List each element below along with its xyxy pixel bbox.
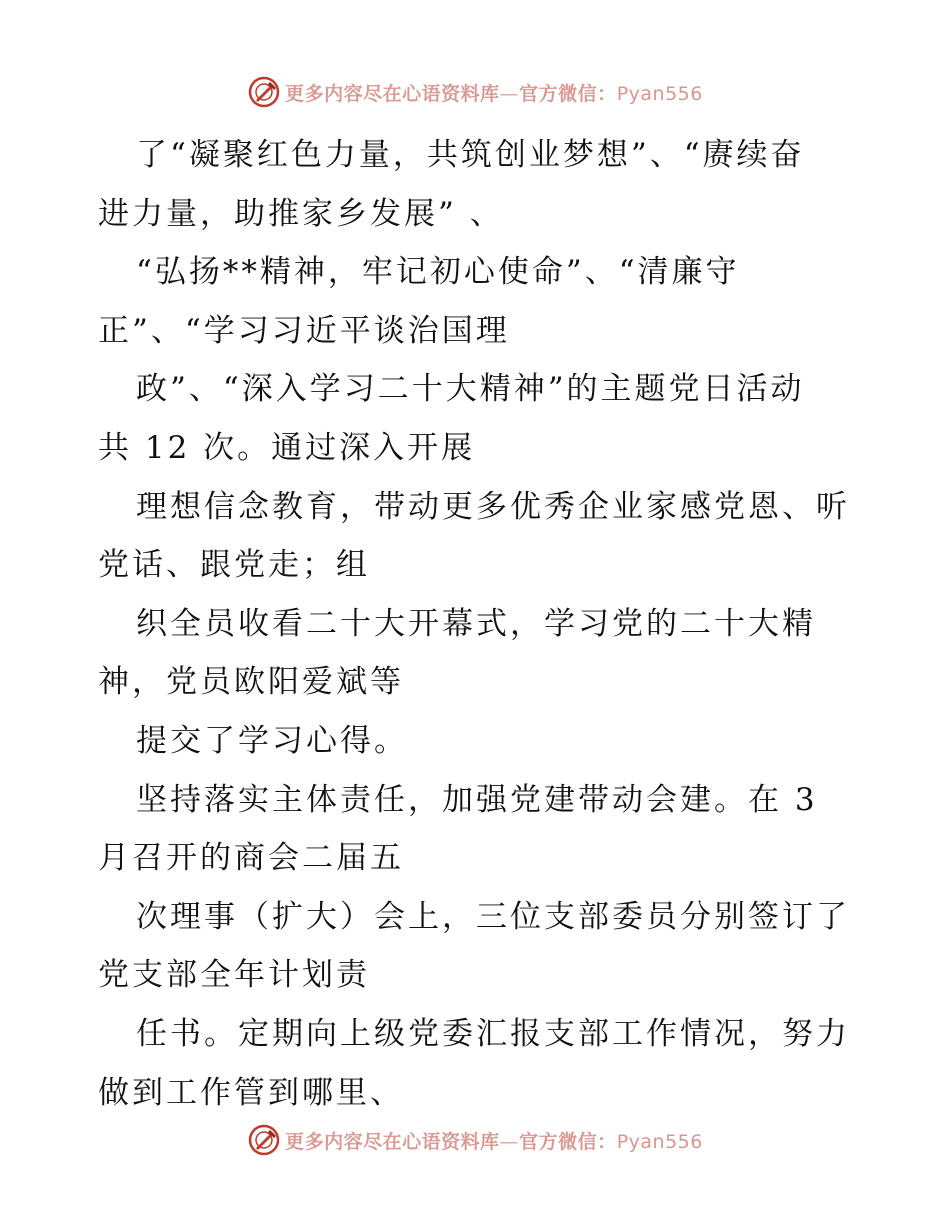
document-body <box>98 126 858 1122</box>
text-line-1: 了“凝聚红色力量，共筑创业梦想”、“赓续奋 <box>136 137 805 173</box>
header-banner-wechat: 官方微信： <box>519 82 617 105</box>
header-banner-text <box>285 79 703 106</box>
text-line-6: 共 12 次。通过深入开展 <box>98 429 476 466</box>
header-banner <box>0 72 950 112</box>
brand-logo-icon <box>247 75 281 109</box>
footer-banner-text <box>285 1127 703 1154</box>
text-line-9: 织全员收看二十大开幕式，学习党的二十大精 <box>136 605 816 642</box>
header-banner-id: Pyan556 <box>616 82 703 105</box>
footer-banner-inner <box>247 1123 703 1157</box>
text-line-13: 月召开的商会二届五 <box>98 840 404 877</box>
text-line-7: 理想信念教育，带动更多优秀企业家感党恩、听 <box>136 488 850 525</box>
footer-banner <box>0 1120 950 1160</box>
footer-banner-wechat: 官方微信： <box>519 1130 617 1153</box>
text-line-12: 坚持落实主体责任，加强党建带动会建。在 3 <box>136 781 818 818</box>
text-line-14: 次理事（扩大）会上，三位支部委员分别签订了 <box>136 898 850 935</box>
text-line-15: 党支部全年计划责 <box>98 957 370 994</box>
footer-banner-sep: — <box>499 1130 520 1153</box>
footer-banner-cn: 更多内容尽在心语资料库 <box>285 1130 500 1153</box>
text-line-5: 政”、“深入学习二十大精神”的主题党日活动 <box>136 371 805 408</box>
text-line-17: 做到工作管到哪里、 <box>98 1074 404 1111</box>
header-banner-sep: — <box>499 82 520 105</box>
text-line-11: 提交了学习心得。 <box>136 722 408 759</box>
text-line-8: 党话、跟党走；组 <box>98 547 370 584</box>
text-line-16: 任书。定期向上级党委汇报支部工作情况，努力 <box>136 1015 850 1052</box>
text-line-2: 进力量，助推家乡发展” 、 <box>98 195 504 232</box>
brand-logo-icon <box>247 1123 281 1157</box>
text-line-4: 正”、“学习习近平谈治国理 <box>98 312 510 349</box>
text-line-10: 神，党员欧阳爱斌等 <box>98 664 404 701</box>
footer-banner-id: Pyan556 <box>616 1130 703 1153</box>
header-banner-cn: 更多内容尽在心语资料库 <box>285 82 500 105</box>
text-line-3: “弘扬**精神，牢记初心使命”、“清廉守 <box>136 254 740 291</box>
header-banner-inner <box>247 75 703 109</box>
